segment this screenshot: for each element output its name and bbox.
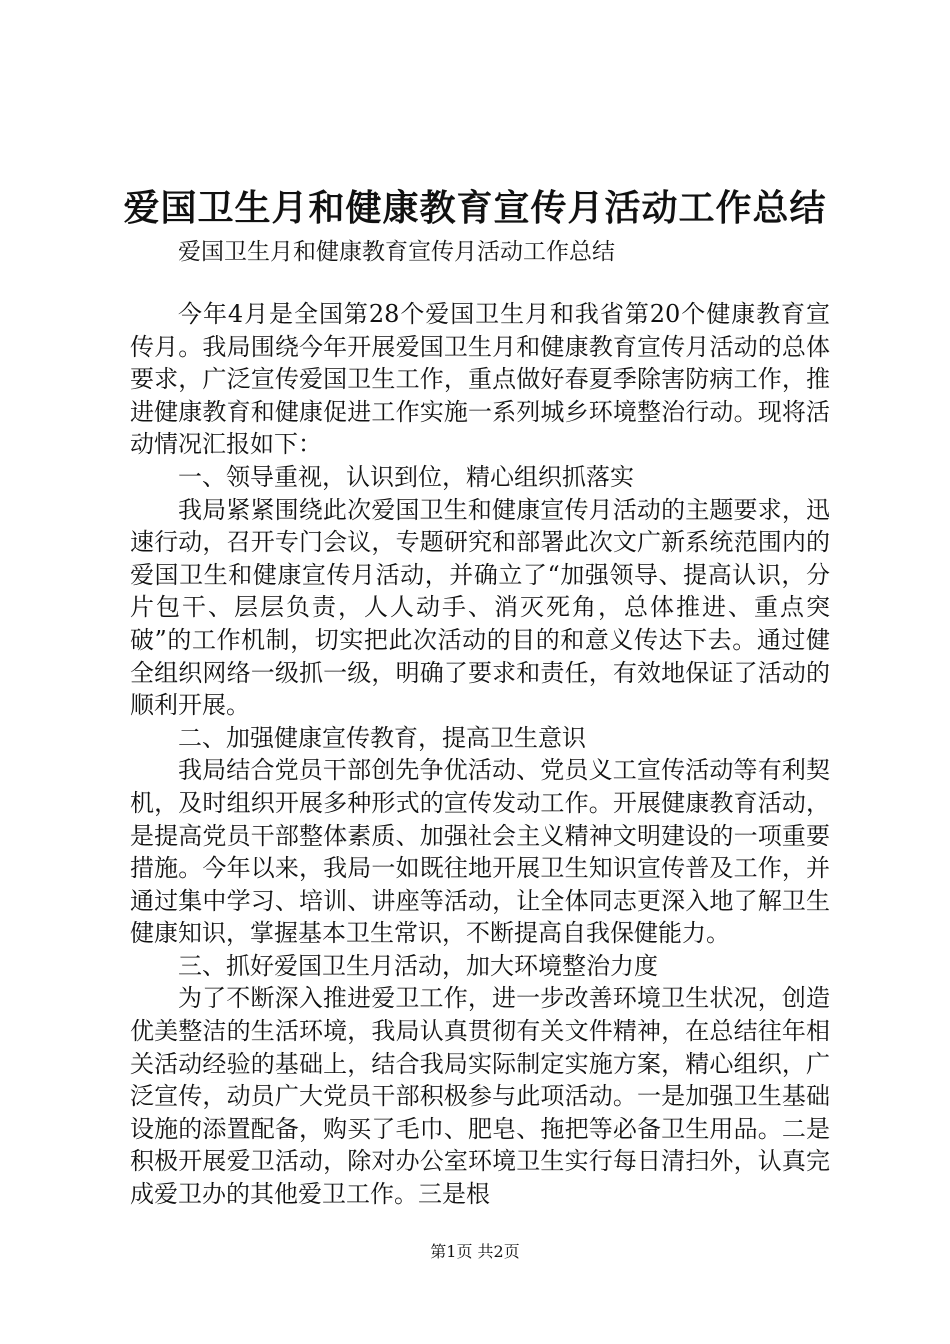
section-heading-3: 三、抓好爱国卫生月活动，加大环境整治力度	[178, 951, 658, 980]
document-subtitle: 爱国卫生月和健康教育宣传月活动工作总结	[178, 239, 615, 265]
document-title: 爱国卫生月和健康教育宣传月活动工作总结	[123, 187, 827, 229]
section-heading-1: 一、领导重视，认识到位，精心组织抓落实	[178, 462, 634, 491]
intro-paragraph: 今年4月是全国第28个爱国卫生月和我省第20个健康教育宣传月。我局围绕今年开展爱国卫生月和健康教育宣传月活动的总体要求，广泛宣传爱国卫生工作，重点做好春夏季除害防病工作，推进健康教育和健康促进工作实施一系列城乡环境整治行动。现将活动情况汇报如下：	[130, 300, 830, 459]
page-number: 第1页 共2页	[430, 1242, 520, 1261]
section-heading-2: 二、加强健康宣传教育，提高卫生意识	[178, 723, 586, 752]
document-body	[130, 298, 830, 1211]
section-paragraph-1: 我局紧紧围绕此次爱国卫生和健康宣传月活动的主题要求，迅速行动，召开专门会议，专题研究和部署此次文广新系统范围内的爱国卫生和健康宣传月活动，并确立了“加强领导、提高认识，分片包干、层层负责，人人动手、消灭死角，总体推进、重点突破”的工作机制，切实把此次活动的目的和意义传达下去。通过健全组织网络一级抓一级，明确了要求和责任，有效地保证了活动的顺利开展。	[130, 495, 830, 720]
section-paragraph-2: 我局结合党员干部创先争优活动、党员义工宣传活动等有利契机，及时组织开展多种形式的宣传发动工作。开展健康教育活动，是提高党员干部整体素质、加强社会主义精神文明建设的一项重要措施。今年以来，我局一如既往地开展卫生知识宣传普及工作，并通过集中学习、培训、讲座等活动，让全体同志更深入地了解卫生健康知识，掌握基本卫生常识，不断提高自我保健能力。	[130, 756, 830, 948]
section-paragraph-3: 为了不断深入推进爱卫工作，进一步改善环境卫生状况，创造优美整洁的生活环境，我局认真贯彻有关文件精神，在总结往年相关活动经验的基础上，结合我局实际制定实施方案，精心组织，广泛宣传，动员广大党员干部积极参与此项活动。一是加强卫生基础设施的添置配备，购买了毛巾、肥皂、拖把等必备卫生用品。二是积极开展爱卫活动，除对办公室环境卫生实行每日清扫外，认真完成爱卫办的其他爱卫工作。三是根	[130, 984, 830, 1209]
